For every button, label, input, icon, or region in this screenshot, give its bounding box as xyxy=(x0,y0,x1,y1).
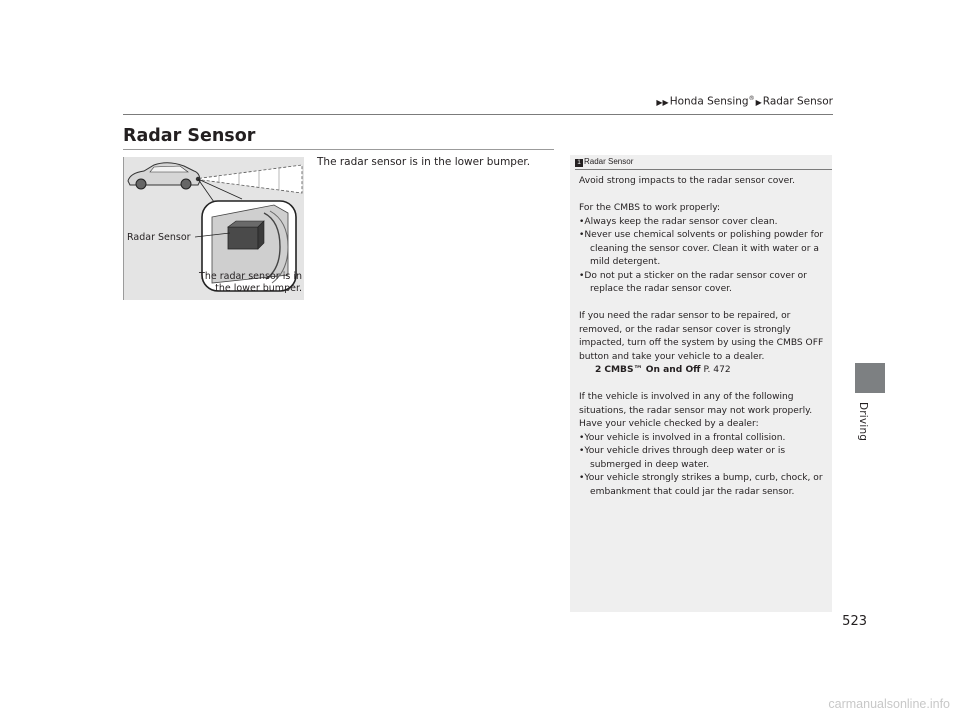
sidebar-paragraph: For the CMBS to work properly: xyxy=(579,203,721,213)
registered-mark: ® xyxy=(748,95,755,102)
sidebar-bullet: •Your vehicle drives through deep water or is submerged in deep water. xyxy=(579,446,786,470)
cross-reference-page[interactable]: P. 472 xyxy=(703,365,731,375)
cross-reference-icon: 2 xyxy=(595,365,602,375)
callout-sensor-location-line1: The radar sensor is in xyxy=(199,271,302,282)
chapter-tab-marker[interactable] xyxy=(855,363,885,393)
callout-sensor-location xyxy=(190,271,302,295)
sidebar-paragraph: If you need the radar sensor to be repaired, or removed, or the radar sensor cover is strongly impacted, turn off the system by using the CMBS OFF button and take your vehicle to a dealer. xyxy=(579,311,824,362)
sidebar-paragraph: If the vehicle is involved in any of the following situations, the radar sensor may not work properly. Have your vehicle checked by a dealer: xyxy=(579,392,813,429)
cross-reference-title[interactable]: CMBS™ On and Off xyxy=(604,365,701,375)
note-number-icon: 1 xyxy=(575,159,583,167)
header-divider xyxy=(123,114,833,115)
body-paragraph: The radar sensor is in the lower bumper. xyxy=(317,156,531,168)
sidebar-bullet: •Do not put a sticker on the radar sensor cover or replace the radar sensor cover. xyxy=(579,270,807,294)
breadcrumb-arrow-icon: ▶▶ xyxy=(656,97,669,107)
title-divider xyxy=(123,149,554,150)
sidebar-paragraph: Avoid strong impacts to the radar sensor cover. xyxy=(579,176,796,186)
breadcrumb-arrow-icon: ▶ xyxy=(755,97,762,107)
page-title: Radar Sensor xyxy=(123,126,256,146)
watermark: carmanualsonline.info xyxy=(828,697,950,711)
callout-sensor-location-line2: the lower bumper. xyxy=(215,283,302,294)
sidebar-bullet: •Your vehicle strongly strikes a bump, curb, chock, or embankment that could jar the radar sensor. xyxy=(579,473,823,497)
breadcrumb xyxy=(655,95,833,108)
page-number: 523 xyxy=(842,614,867,629)
sidebar-body xyxy=(579,175,827,499)
cross-reference-link[interactable] xyxy=(579,364,827,378)
sidebar-bullet: •Always keep the radar sensor cover clean. xyxy=(579,216,778,227)
sidebar-bullet: •Your vehicle is involved in a frontal collision. xyxy=(579,432,786,443)
sidebar-heading-text: Radar Sensor xyxy=(584,157,634,166)
callout-radar-sensor: Radar Sensor xyxy=(127,232,191,243)
sidebar-heading xyxy=(575,157,633,167)
sidebar-bullet: •Never use chemical solvents or polishing powder for cleaning the sensor cover. Clean it with water or a mild detergent. xyxy=(579,230,824,267)
sidebar-divider xyxy=(575,169,832,170)
breadcrumb-item-honda-sensing[interactable]: Honda Sensing xyxy=(669,95,749,108)
chapter-tab-label[interactable]: Driving xyxy=(857,402,869,442)
breadcrumb-item-radar-sensor[interactable]: Radar Sensor xyxy=(762,95,833,108)
